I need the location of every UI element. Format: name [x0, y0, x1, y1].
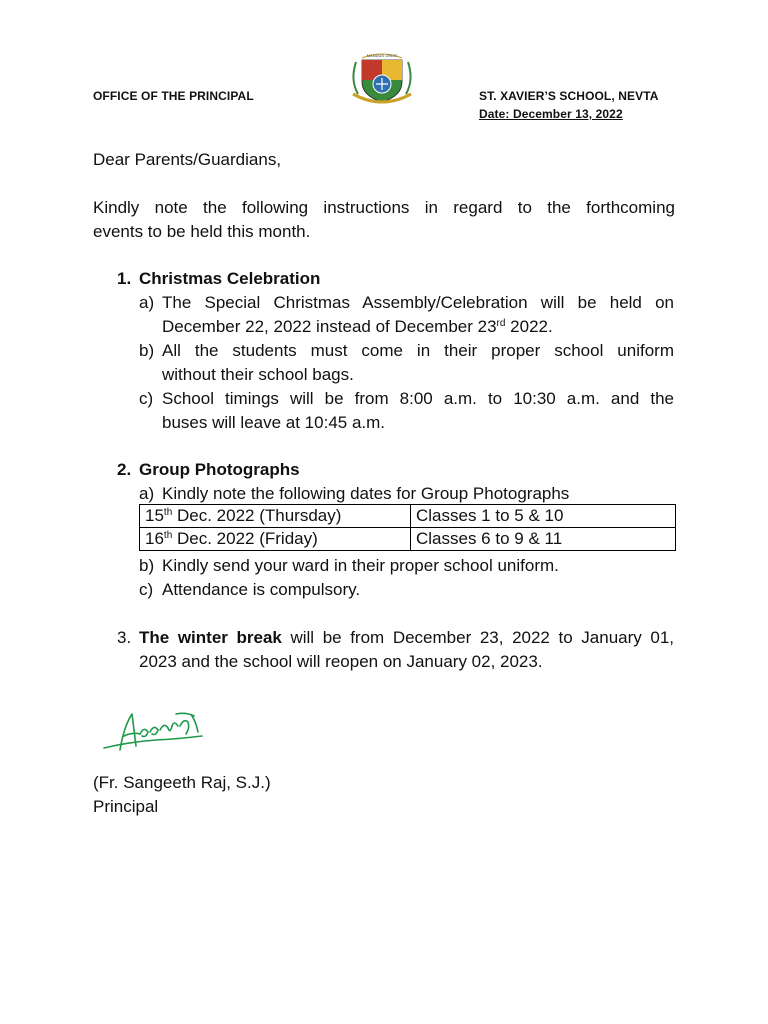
s2-b-text: Kindly send your ward in their proper school uniform. [162, 556, 559, 575]
intro-line-2: events to be held this month. [93, 222, 311, 241]
item-marker: a) [139, 293, 155, 312]
section-1-number: 1. [117, 269, 132, 288]
s1-c-line-2: buses will leave at 10:45 a.m. [162, 413, 386, 432]
office-label: OFFICE OF THE PRINCIPAL [93, 89, 254, 103]
letter-date: Date: December 13, 2022 [479, 107, 623, 121]
s2-c-text: Attendance is compulsory. [162, 580, 361, 599]
signatory-title: Principal [93, 797, 159, 816]
s1-c-line-1: School timings will be from 8:00 a.m. to 10:30 a.m. and the [162, 389, 674, 408]
school-name: ST. XAVIER’S SCHOOL, NEVTA [479, 89, 659, 103]
table-cell-date: 15th Dec. 2022 (Thursday) [140, 505, 411, 528]
table-row [140, 528, 676, 551]
section-2-number: 2. [117, 460, 132, 479]
s1-a-line-1: The Special Christmas Assembly/Celebration will be held on [162, 293, 674, 312]
s1-b-line-1: All the students must come in their proper school uniform [162, 341, 674, 360]
crest-motto: MANDUS ORDO [366, 53, 398, 58]
item-marker: c) [139, 580, 154, 599]
section-3-number: 3. [117, 628, 132, 647]
s1-a-line-2: December 22, 2022 instead of December 23rd 2022. [162, 317, 553, 336]
item-marker: a) [139, 484, 155, 503]
table-cell-date: 16th Dec. 2022 (Friday) [140, 528, 411, 551]
photo-schedule-table [139, 504, 676, 551]
handwritten-signature [98, 706, 208, 758]
item-marker: b) [139, 341, 155, 360]
item-marker: c) [139, 389, 154, 408]
s1-b-line-2: without their school bags. [162, 365, 354, 384]
section-1-title: Christmas Celebration [139, 269, 321, 288]
school-crest-logo [348, 50, 416, 104]
section-2-title: Group Photographs [139, 460, 300, 479]
table-cell-classes: Classes 6 to 9 & 11 [411, 528, 676, 551]
intro-line-1: Kindly note the following instructions in regard to the forthcoming [93, 198, 675, 217]
salutation: Dear Parents/Guardians, [93, 150, 282, 169]
item-marker: b) [139, 556, 155, 575]
table-cell-classes: Classes 1 to 5 & 10 [411, 505, 676, 528]
s2-a-text: Kindly note the following dates for Group Photographs [162, 484, 570, 503]
signatory-name: (Fr. Sangeeth Raj, S.J.) [93, 773, 271, 792]
s3-line-2: 2023 and the school will reopen on January 02, 2023. [139, 652, 543, 671]
s3-line-1: The winter break will be from December 23, 2022 to January 01, [139, 628, 674, 647]
table-row [140, 505, 676, 528]
